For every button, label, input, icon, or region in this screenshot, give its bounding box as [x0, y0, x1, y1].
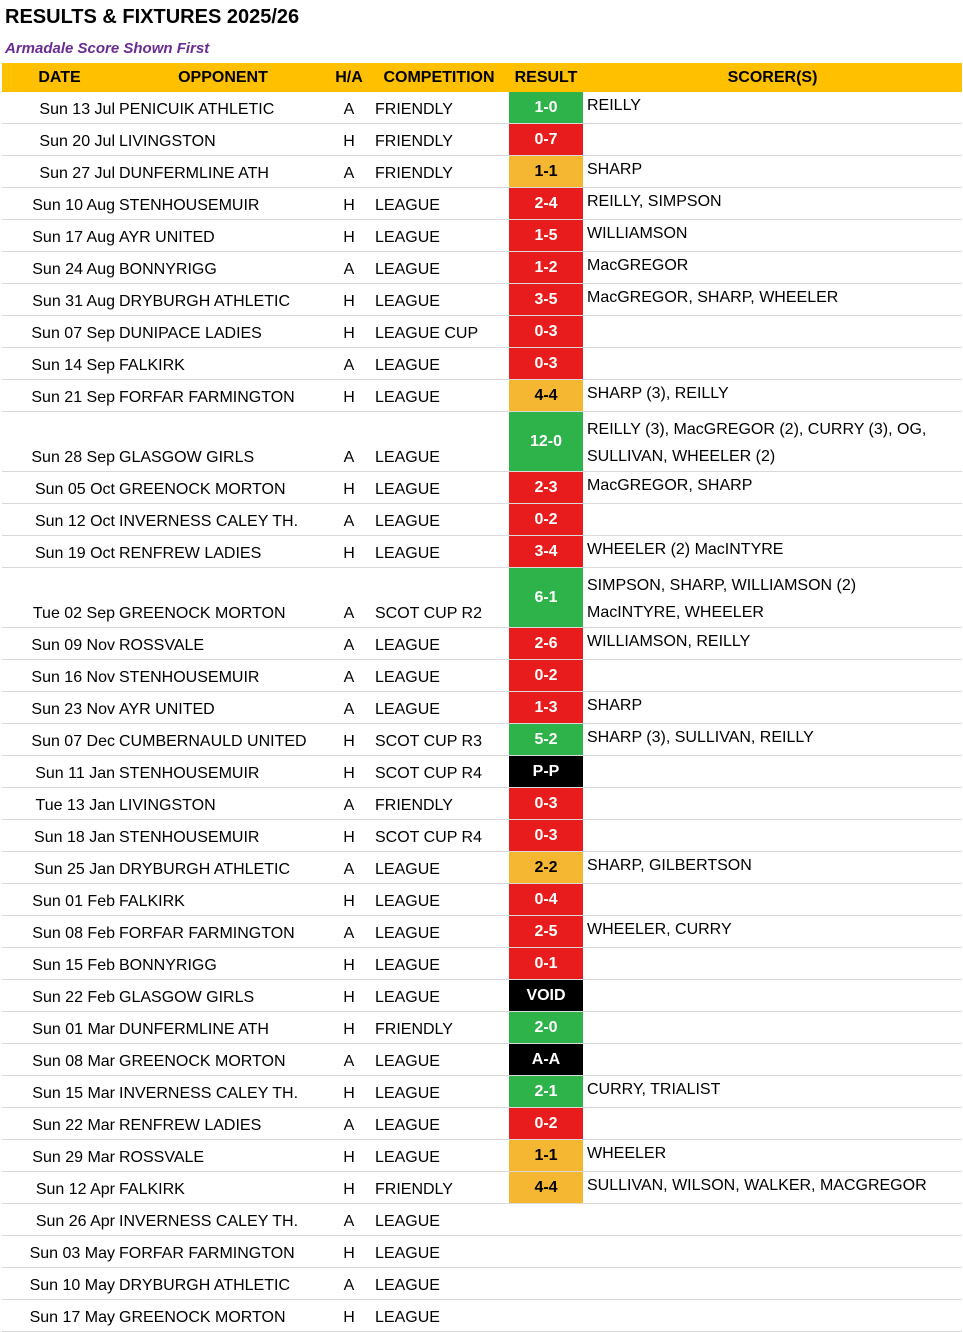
home-away: H [329, 1076, 369, 1108]
competition: FRIENDLY [369, 156, 509, 188]
table-row [2, 92, 962, 124]
competition: LEAGUE [369, 1076, 509, 1108]
scorers [583, 124, 962, 156]
opponent-name: DRYBURGH ATHLETIC [117, 852, 329, 884]
result-score: 0-3 [509, 316, 583, 348]
result-score: 0-3 [509, 820, 583, 852]
scorers-line: WHEELER (2) MacINTYRE [587, 541, 784, 558]
table-row [2, 1012, 962, 1044]
scorers-line: SHARP (3), REILLY [587, 385, 729, 402]
opponent-name: GREENOCK MORTON [117, 1044, 329, 1076]
match-date: Sun 22 Mar [2, 1108, 117, 1140]
competition: FRIENDLY [369, 788, 509, 820]
match-date: Sun 08 Feb [2, 916, 117, 948]
competition: LEAGUE [369, 284, 509, 316]
scorers-line: SHARP [587, 697, 643, 714]
column-header-competition: COMPETITION [369, 63, 509, 92]
table-row [2, 1204, 962, 1236]
competition: LEAGUE [369, 380, 509, 412]
competition: LEAGUE [369, 692, 509, 724]
scorers [583, 884, 962, 916]
table-row [2, 316, 962, 348]
table-row [2, 504, 962, 536]
scorers-line: REILLY (3), MacGREGOR (2), CURRY (3), OG, [587, 421, 927, 438]
opponent-name: LIVINGSTON [117, 124, 329, 156]
opponent-name: GREENOCK MORTON [117, 1300, 329, 1332]
competition: LEAGUE [369, 1108, 509, 1140]
scorers [583, 1140, 962, 1172]
scorers [583, 1012, 962, 1044]
result-score: VOID [509, 980, 583, 1012]
result-score: 1-1 [509, 1140, 583, 1172]
scorers [583, 380, 962, 412]
scorers [583, 252, 962, 284]
table-row [2, 980, 962, 1012]
home-away: H [329, 284, 369, 316]
match-date: Tue 02 Sep [2, 568, 117, 628]
opponent-name: DUNIPACE LADIES [117, 316, 329, 348]
table-row [2, 660, 962, 692]
competition: LEAGUE [369, 948, 509, 980]
table-row [2, 692, 962, 724]
header-row [2, 63, 962, 92]
column-header-opponent: OPPONENT [117, 63, 329, 92]
match-date: Sun 14 Sep [2, 348, 117, 380]
home-away: A [329, 852, 369, 884]
scorers [583, 568, 962, 628]
result-score: 0-3 [509, 348, 583, 380]
home-away: A [329, 504, 369, 536]
match-date: Sun 08 Mar [2, 1044, 117, 1076]
result-score: 5-2 [509, 724, 583, 756]
competition: SCOT CUP R2 [369, 568, 509, 628]
home-away: H [329, 820, 369, 852]
match-date: Sun 20 Jul [2, 124, 117, 156]
table-row [2, 188, 962, 220]
match-date: Sun 17 May [2, 1300, 117, 1332]
opponent-name: FALKIRK [117, 1172, 329, 1204]
result-score: 0-3 [509, 788, 583, 820]
result-score: 1-3 [509, 692, 583, 724]
result-score: 2-6 [509, 628, 583, 660]
page-subtitle: Armadale Score Shown First [5, 40, 210, 57]
scorers [583, 1204, 962, 1236]
table-row [2, 724, 962, 756]
home-away: A [329, 692, 369, 724]
scorers [583, 628, 962, 660]
opponent-name: DRYBURGH ATHLETIC [117, 284, 329, 316]
competition: LEAGUE [369, 628, 509, 660]
scorers-line: MacGREGOR [587, 257, 689, 274]
table-header [2, 63, 962, 92]
match-date: Sun 12 Oct [2, 504, 117, 536]
opponent-name: BONNYRIGG [117, 252, 329, 284]
scorers [583, 756, 962, 788]
competition: LEAGUE [369, 884, 509, 916]
home-away: H [329, 1236, 369, 1268]
home-away: A [329, 660, 369, 692]
scorers-line: SULLIVAN, WILSON, WALKER, MACGREGOR [587, 1177, 927, 1194]
home-away: H [329, 536, 369, 568]
scorers [583, 788, 962, 820]
scorers [583, 92, 962, 124]
scorers-line: SHARP, GILBERTSON [587, 857, 752, 874]
result-score [509, 1204, 583, 1236]
opponent-name: GLASGOW GIRLS [117, 412, 329, 472]
competition: LEAGUE CUP [369, 316, 509, 348]
scorers [583, 504, 962, 536]
match-date: Sun 01 Feb [2, 884, 117, 916]
home-away: H [329, 1172, 369, 1204]
results-table [2, 63, 962, 1332]
scorers [583, 660, 962, 692]
scorers [583, 724, 962, 756]
table-row [2, 1140, 962, 1172]
match-date: Sun 26 Apr [2, 1204, 117, 1236]
result-score: 3-4 [509, 536, 583, 568]
column-header-date: DATE [2, 63, 117, 92]
match-date: Sun 07 Sep [2, 316, 117, 348]
table-row [2, 536, 962, 568]
result-score [509, 1268, 583, 1300]
result-score: 2-1 [509, 1076, 583, 1108]
match-date: Sun 16 Nov [2, 660, 117, 692]
table-row [2, 948, 962, 980]
home-away: A [329, 252, 369, 284]
scorers [583, 980, 962, 1012]
table-row [2, 852, 962, 884]
match-date: Tue 13 Jan [2, 788, 117, 820]
home-away: H [329, 380, 369, 412]
competition: LEAGUE [369, 252, 509, 284]
competition: LEAGUE [369, 504, 509, 536]
match-date: Sun 01 Mar [2, 1012, 117, 1044]
scorers-line: REILLY [587, 97, 641, 114]
column-header-scorers: SCORER(S) [583, 63, 962, 92]
scorers [583, 536, 962, 568]
result-score: 0-7 [509, 124, 583, 156]
table-row [2, 820, 962, 852]
column-header-result: RESULT [509, 63, 583, 92]
opponent-name: INVERNESS CALEY TH. [117, 504, 329, 536]
scorers-line: MacGREGOR, SHARP, WHEELER [587, 289, 839, 306]
opponent-name: FALKIRK [117, 348, 329, 380]
match-date: Sun 27 Jul [2, 156, 117, 188]
scorers-line: MacINTYRE, WHEELER [587, 604, 764, 621]
home-away: H [329, 1300, 369, 1332]
table-row [2, 348, 962, 380]
competition: LEAGUE [369, 852, 509, 884]
result-score: 0-2 [509, 660, 583, 692]
scorers-line: CURRY, TRIALIST [587, 1081, 721, 1098]
match-date: Sun 03 May [2, 1236, 117, 1268]
home-away: H [329, 316, 369, 348]
match-date: Sun 17 Aug [2, 220, 117, 252]
match-date: Sun 15 Mar [2, 1076, 117, 1108]
scorers-line: MacGREGOR, SHARP [587, 477, 753, 494]
home-away: A [329, 568, 369, 628]
competition: LEAGUE [369, 1300, 509, 1332]
scorers-line: WHEELER, CURRY [587, 921, 732, 938]
scorers [583, 284, 962, 316]
competition: LEAGUE [369, 916, 509, 948]
scorers [583, 220, 962, 252]
table-row [2, 1172, 962, 1204]
competition: FRIENDLY [369, 1012, 509, 1044]
scorers [583, 916, 962, 948]
table-row [2, 252, 962, 284]
scorers [583, 1044, 962, 1076]
opponent-name: DUNFERMLINE ATH [117, 1012, 329, 1044]
result-score: 0-2 [509, 1108, 583, 1140]
result-score: 0-1 [509, 948, 583, 980]
competition: LEAGUE [369, 1044, 509, 1076]
home-away: A [329, 1044, 369, 1076]
competition: FRIENDLY [369, 92, 509, 124]
opponent-name: STENHOUSEMUIR [117, 756, 329, 788]
competition: LEAGUE [369, 1236, 509, 1268]
home-away: A [329, 156, 369, 188]
opponent-name: FALKIRK [117, 884, 329, 916]
table-row [2, 380, 962, 412]
home-away: H [329, 220, 369, 252]
result-score: 4-4 [509, 380, 583, 412]
match-date: Sun 21 Sep [2, 380, 117, 412]
table-row [2, 1300, 962, 1332]
result-score: 2-0 [509, 1012, 583, 1044]
opponent-name: ROSSVALE [117, 628, 329, 660]
result-score: 0-2 [509, 504, 583, 536]
scorers [583, 1108, 962, 1140]
opponent-name: GLASGOW GIRLS [117, 980, 329, 1012]
match-date: Sun 11 Jan [2, 756, 117, 788]
result-score: 2-4 [509, 188, 583, 220]
competition: LEAGUE [369, 1268, 509, 1300]
competition: LEAGUE [369, 412, 509, 472]
table-row [2, 1236, 962, 1268]
result-score: 1-0 [509, 92, 583, 124]
opponent-name: LIVINGSTON [117, 788, 329, 820]
result-score: 1-2 [509, 252, 583, 284]
table-row [2, 884, 962, 916]
competition: SCOT CUP R4 [369, 820, 509, 852]
competition: LEAGUE [369, 1204, 509, 1236]
match-date: Sun 15 Feb [2, 948, 117, 980]
opponent-name: BONNYRIGG [117, 948, 329, 980]
scorers [583, 1076, 962, 1108]
competition: LEAGUE [369, 536, 509, 568]
scorers [583, 1236, 962, 1268]
home-away: A [329, 1268, 369, 1300]
home-away: A [329, 92, 369, 124]
match-date: Sun 05 Oct [2, 472, 117, 504]
home-away: A [329, 348, 369, 380]
opponent-name: STENHOUSEMUIR [117, 820, 329, 852]
result-score: 2-3 [509, 472, 583, 504]
home-away: A [329, 788, 369, 820]
opponent-name: RENFREW LADIES [117, 1108, 329, 1140]
result-score [509, 1236, 583, 1268]
opponent-name: GREENOCK MORTON [117, 568, 329, 628]
table-row [2, 1268, 962, 1300]
competition: FRIENDLY [369, 124, 509, 156]
result-score: 3-5 [509, 284, 583, 316]
match-date: Sun 07 Dec [2, 724, 117, 756]
scorers-line: SHARP [587, 161, 643, 178]
match-date: Sun 31 Aug [2, 284, 117, 316]
match-date: Sun 22 Feb [2, 980, 117, 1012]
competition: SCOT CUP R4 [369, 756, 509, 788]
scorers [583, 948, 962, 980]
home-away: H [329, 724, 369, 756]
table-row [2, 284, 962, 316]
scorers [583, 412, 962, 472]
table-row [2, 916, 962, 948]
result-score: 12-0 [509, 412, 583, 472]
match-date: Sun 28 Sep [2, 412, 117, 472]
scorers [583, 852, 962, 884]
scorers [583, 1268, 962, 1300]
column-header-ha: H/A [329, 63, 369, 92]
scorers-line: WHEELER [587, 1145, 667, 1162]
scorers-line: WILLIAMSON, REILLY [587, 633, 751, 650]
competition: LEAGUE [369, 348, 509, 380]
match-date: Sun 13 Jul [2, 92, 117, 124]
competition: LEAGUE [369, 660, 509, 692]
scorers [583, 188, 962, 220]
table-row [2, 1044, 962, 1076]
page-title: RESULTS & FIXTURES 2025/26 [5, 6, 300, 28]
home-away: H [329, 124, 369, 156]
result-score: 2-5 [509, 916, 583, 948]
opponent-name: FORFAR FARMINGTON [117, 916, 329, 948]
match-date: Sun 25 Jan [2, 852, 117, 884]
scorers [583, 348, 962, 380]
home-away: A [329, 628, 369, 660]
match-date: Sun 19 Oct [2, 536, 117, 568]
opponent-name: GREENOCK MORTON [117, 472, 329, 504]
table-row [2, 220, 962, 252]
opponent-name: ROSSVALE [117, 1140, 329, 1172]
match-date: Sun 23 Nov [2, 692, 117, 724]
table-body [2, 92, 962, 1332]
table-row [2, 156, 962, 188]
table-row [2, 568, 962, 628]
opponent-name: FORFAR FARMINGTON [117, 380, 329, 412]
competition: LEAGUE [369, 188, 509, 220]
opponent-name: INVERNESS CALEY TH. [117, 1204, 329, 1236]
match-date: Sun 24 Aug [2, 252, 117, 284]
result-score: 1-5 [509, 220, 583, 252]
opponent-name: INVERNESS CALEY TH. [117, 1076, 329, 1108]
scorers-line: SHARP (3), SULLIVAN, REILLY [587, 729, 814, 746]
result-score: 1-1 [509, 156, 583, 188]
opponent-name: STENHOUSEMUIR [117, 660, 329, 692]
home-away: H [329, 472, 369, 504]
home-away: A [329, 412, 369, 472]
opponent-name: DUNFERMLINE ATH [117, 156, 329, 188]
home-away: H [329, 980, 369, 1012]
competition: LEAGUE [369, 1140, 509, 1172]
result-score [509, 1300, 583, 1332]
table-row [2, 1076, 962, 1108]
match-date: Sun 09 Nov [2, 628, 117, 660]
result-score: 4-4 [509, 1172, 583, 1204]
competition: SCOT CUP R3 [369, 724, 509, 756]
home-away: A [329, 1204, 369, 1236]
home-away: H [329, 884, 369, 916]
scorers [583, 472, 962, 504]
result-score: 0-4 [509, 884, 583, 916]
match-date: Sun 12 Apr [2, 1172, 117, 1204]
home-away: H [329, 756, 369, 788]
match-date: Sun 18 Jan [2, 820, 117, 852]
home-away: H [329, 188, 369, 220]
scorers [583, 692, 962, 724]
scorers-line: WILLIAMSON [587, 225, 688, 242]
scorers [583, 1172, 962, 1204]
result-score: P-P [509, 756, 583, 788]
scorers-line: SULLIVAN, WHEELER (2) [587, 448, 776, 465]
table-row [2, 756, 962, 788]
opponent-name: CUMBERNAULD UNITED [117, 724, 329, 756]
result-score: A-A [509, 1044, 583, 1076]
table-row [2, 788, 962, 820]
table-row [2, 124, 962, 156]
scorers-line: REILLY, SIMPSON [587, 193, 722, 210]
scorers [583, 820, 962, 852]
opponent-name: FORFAR FARMINGTON [117, 1236, 329, 1268]
table-row [2, 412, 962, 472]
table-row [2, 628, 962, 660]
match-date: Sun 10 May [2, 1268, 117, 1300]
home-away: H [329, 1140, 369, 1172]
match-date: Sun 10 Aug [2, 188, 117, 220]
opponent-name: AYR UNITED [117, 220, 329, 252]
home-away: A [329, 1108, 369, 1140]
scorers [583, 1300, 962, 1332]
competition: LEAGUE [369, 472, 509, 504]
opponent-name: RENFREW LADIES [117, 536, 329, 568]
competition: FRIENDLY [369, 1172, 509, 1204]
scorers-line: SIMPSON, SHARP, WILLIAMSON (2) [587, 577, 857, 594]
opponent-name: DRYBURGH ATHLETIC [117, 1268, 329, 1300]
table-row [2, 1108, 962, 1140]
match-date: Sun 29 Mar [2, 1140, 117, 1172]
result-score: 6-1 [509, 568, 583, 628]
table-row [2, 472, 962, 504]
opponent-name: AYR UNITED [117, 692, 329, 724]
home-away: A [329, 916, 369, 948]
home-away: H [329, 1012, 369, 1044]
scorers [583, 316, 962, 348]
result-score: 2-2 [509, 852, 583, 884]
opponent-name: STENHOUSEMUIR [117, 188, 329, 220]
competition: LEAGUE [369, 220, 509, 252]
scorers [583, 156, 962, 188]
opponent-name: PENICUIK ATHLETIC [117, 92, 329, 124]
home-away: H [329, 948, 369, 980]
competition: LEAGUE [369, 980, 509, 1012]
